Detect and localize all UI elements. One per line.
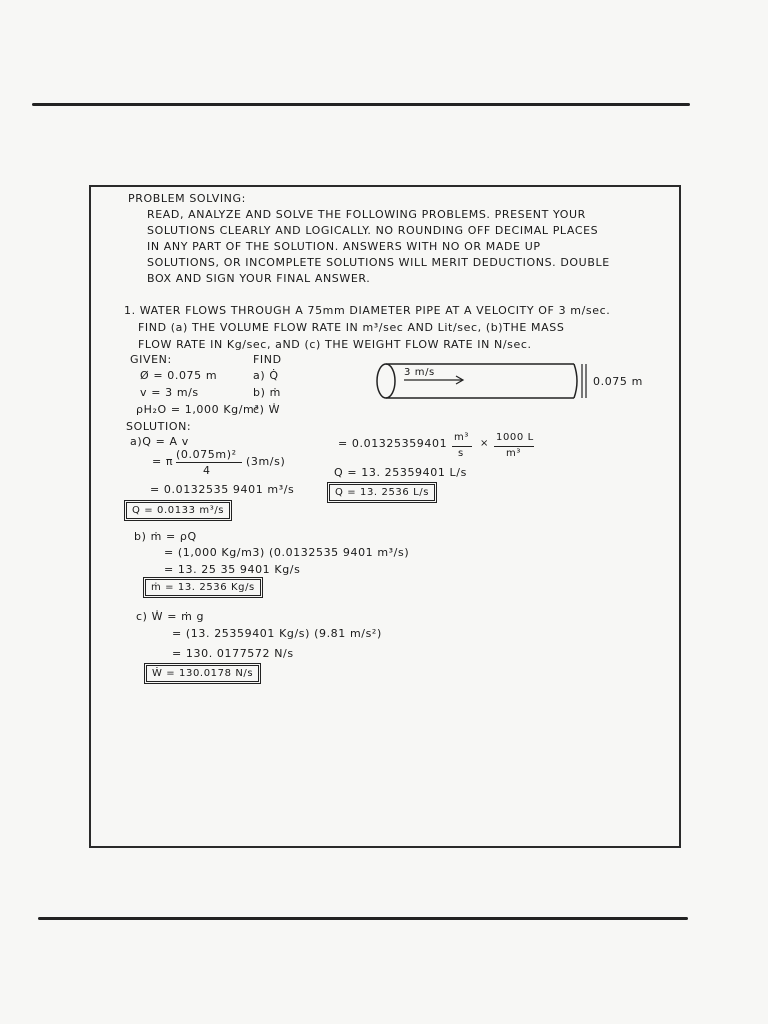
part-c-answer: Ẇ = 130.0178 N/s	[146, 665, 259, 682]
part-c-eq3: = 130. 0177572 N/s	[172, 647, 294, 660]
given-velocity: v = 3 m/s	[140, 386, 199, 399]
part-b-eq3: = 13. 25 35 9401 Kg/s	[164, 563, 301, 576]
conversion-answer: Q = 13. 2536 L/s	[329, 484, 435, 501]
part-b-eq1: b) ṁ = ρQ	[134, 530, 197, 543]
solution-label: SOLUTION:	[126, 420, 192, 433]
part-a-eq2-prefix: = π	[152, 455, 174, 468]
header-line-3: IN ANY PART OF THE SOLUTION. ANSWERS WITH NO OR MADE UP	[147, 240, 541, 253]
header-line-4: SOLUTIONS, OR INCOMPLETE SOLUTIONS WILL MERIT DEDUCTIONS. DOUBLE	[147, 256, 610, 269]
conversion-answer-box	[327, 482, 437, 503]
find-label: FIND	[253, 353, 282, 366]
header-line-5: BOX AND SIGN YOUR FINAL ANSWER.	[147, 272, 371, 285]
part-b-answer: ṁ = 13. 2536 Kg/s	[145, 579, 261, 596]
top-page-edge	[32, 103, 690, 106]
pipe-outlet-arc	[574, 364, 577, 398]
problem-line-1: 1. WATER FLOWS THROUGH A 75mm DIAMETER PIPE AT A VELOCITY OF 3 m/sec.	[124, 304, 611, 317]
part-c-eq2: = (13. 25359401 Kg/s) (9.81 m/s²)	[172, 627, 382, 640]
part-a-eq2-suffix: (3m/s)	[246, 455, 286, 468]
conversion-bar1	[452, 446, 472, 447]
part-c-answer-box	[144, 663, 261, 684]
part-a-eq3: = 0.0132535 9401 m³/s	[150, 483, 295, 496]
part-a-eq2-numerator: (0.075m)²	[176, 448, 237, 461]
header-line-2: SOLUTIONS CLEARLY AND LOGICALLY. NO ROUNDING OFF DECIMAL PLACES	[147, 224, 599, 237]
pipe-diameter-label: 0.075 m	[593, 375, 643, 388]
part-b-answer-box	[143, 577, 263, 598]
given-density: ρH₂O = 1,000 Kg/m³	[136, 403, 260, 416]
find-weight-flow: c) Ẇ	[253, 403, 281, 416]
header-title: PROBLEM SOLVING:	[128, 192, 246, 205]
pipe-velocity-label: 3 m/s	[404, 367, 435, 378]
pipe-inlet-ellipse	[377, 364, 395, 398]
part-a-answer-box	[124, 500, 232, 521]
part-a-fraction-bar	[176, 462, 242, 463]
conversion-times: ×	[480, 438, 489, 449]
conversion-num1: m³	[454, 432, 469, 443]
find-mass-flow: b) ṁ	[253, 386, 281, 399]
problem-line-3: FLOW RATE IN Kg/sec, aND (c) THE WEIGHT FLOW RATE IN N/sec.	[138, 338, 532, 351]
conversion-bar2	[494, 446, 534, 447]
given-diameter: Ø = 0.075 m	[140, 369, 218, 382]
problem-line-2: FIND (a) THE VOLUME FLOW RATE IN m³/sec AND Lit/sec, (b)THE MASS	[138, 321, 565, 334]
part-b-eq2: = (1,000 Kg/m3) (0.0132535 9401 m³/s)	[164, 546, 410, 559]
find-volume-flow: a) Q̇	[253, 369, 279, 382]
header-line-1: READ, ANALYZE AND SOLVE THE FOLLOWING PROBLEMS. PRESENT YOUR	[147, 208, 586, 221]
part-c-eq1: c) Ẇ = ṁ g	[136, 610, 205, 623]
part-a-answer: Q = 0.0133 m³/s	[126, 502, 230, 519]
conversion-den2: m³	[506, 448, 521, 459]
conversion-prefix: = 0.01325359401	[338, 437, 448, 450]
given-label: GIVEN:	[130, 353, 172, 366]
part-a-eq1: a)Q = A v	[130, 435, 189, 448]
conversion-result: Q = 13. 25359401 L/s	[334, 466, 467, 479]
part-a-eq2-denominator: 4	[203, 464, 211, 477]
bottom-page-edge	[38, 917, 688, 920]
conversion-den1: s	[458, 448, 464, 459]
conversion-num2: 1000 L	[496, 432, 534, 443]
